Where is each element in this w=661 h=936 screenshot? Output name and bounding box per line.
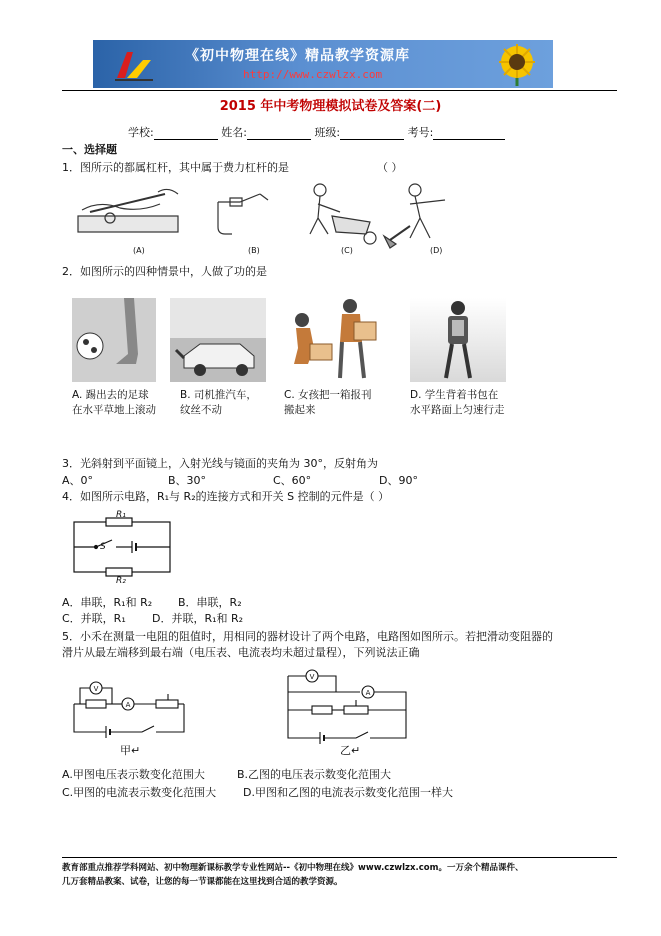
q1-label-c: (C) xyxy=(341,246,353,255)
number-field[interactable] xyxy=(433,127,505,140)
q5-option-d: D.甲图和乙图的电流表示数变化范围一样大 xyxy=(243,786,453,799)
q2-photo-c xyxy=(280,298,384,382)
q2-photo-b xyxy=(170,298,266,382)
q2-photo-d xyxy=(410,298,506,382)
q1-figure-d xyxy=(384,184,445,248)
header-banner xyxy=(93,40,553,88)
q4-r2-label: R₂ xyxy=(116,576,126,586)
q4-option-d: D．并联，R₁和 R₂ xyxy=(152,612,244,625)
q2-caption-d: D. 学生背着书包在 水平路面上匀速行走 xyxy=(410,389,505,416)
q5-yi-voltmeter: V xyxy=(309,673,315,681)
q5-circuit-jia xyxy=(72,682,192,744)
q2-text: 2．如图所示的四种情景中，人做了功的是 xyxy=(62,265,267,278)
q5-circuit-yi xyxy=(284,662,414,748)
q5-option-b: B.乙图的电压表示数变化范围大 xyxy=(237,768,392,781)
q5-line2: 滑片从最左端移到最右端（电压表、电流表均未超过量程），下列说法正确 xyxy=(62,646,420,659)
q4-s-label: S xyxy=(100,542,106,552)
footer-rule xyxy=(62,857,617,858)
q5-label-jia: 甲↵ xyxy=(120,744,141,757)
q4-option-a: A．串联，R₁和 R₂ xyxy=(62,596,153,609)
number-label: 考号: xyxy=(407,126,434,139)
q3-option-b: B、30° xyxy=(168,474,207,487)
q4-r1-label: R₁ xyxy=(116,510,126,520)
q4-option-c: C．并联，R₁ xyxy=(62,612,126,625)
q2-caption-c: C. 女孩把一箱报刊 搬起来 xyxy=(284,389,372,416)
school-label: 学校: xyxy=(128,126,154,139)
school-field[interactable] xyxy=(154,127,218,140)
footer-line1: 教育部重点推荐学科网站、初中物理新课标教学专业性网站--《初中物理在线》www.czwlzx.com。一万余个精品课件、 xyxy=(62,863,524,873)
section-heading: 一、选择题 xyxy=(62,143,117,156)
q3-text: 3．光斜射到平面镜上，入射光线与镜面的夹角为 30°，反射角为 xyxy=(62,457,378,470)
q2-caption-a: A. 踢出去的足球 在水平草地上滚动 xyxy=(72,389,156,416)
banner-title: 《初中物理在线》精品教学资源库 xyxy=(185,48,410,64)
q5-line1: 5．小禾在测量一电阻的阻值时，用相同的器材设计了两个电路，电路图如图所示。若把滑动变阻器的 xyxy=(62,630,553,643)
q1-figure-b xyxy=(218,194,268,234)
document-title: 2015 年中考物理模拟试卷及答案(二) xyxy=(219,99,442,114)
q5-yi-ammeter: A xyxy=(365,689,371,697)
header-rule xyxy=(62,90,617,91)
site-logo xyxy=(113,48,155,82)
q1-label-a: (A) xyxy=(133,246,145,255)
q5-jia-voltmeter: V xyxy=(93,685,99,693)
class-label: 班级: xyxy=(314,126,341,139)
q3-option-a: A、0° xyxy=(62,474,94,487)
q1-figure-c xyxy=(310,184,376,244)
q4-option-b: B．串联，R₂ xyxy=(178,596,242,609)
q5-option-c: C.甲图的电流表示数变化范围大 xyxy=(62,786,217,799)
q4-text: 4．如图所示电路，R₁与 R₂的连接方式和开关 S 控制的元件是（ ） xyxy=(62,490,390,503)
banner-url: http://www.czwlzx.com xyxy=(243,68,383,81)
name-field[interactable] xyxy=(247,127,311,140)
q5-jia-ammeter: A xyxy=(125,701,131,709)
sunflower-image xyxy=(487,42,547,86)
q1-text: 1．图所示的都属杠杆，其中属于费力杠杆的是 xyxy=(62,161,289,174)
info-fields xyxy=(128,126,505,140)
name-label: 姓名: xyxy=(221,126,247,139)
q1-bracket: （ ） xyxy=(377,161,403,174)
q5-option-a: A.甲图电压表示数变化范围大 xyxy=(62,768,205,781)
footer-line2: 几万套精品教案、试卷，让您的每一节课都能在这里找到合适的教学资源。 xyxy=(62,877,343,887)
q2-photo-a xyxy=(72,298,156,382)
class-field[interactable] xyxy=(340,127,404,140)
q5-label-yi: 乙↵ xyxy=(340,744,361,757)
q4-circuit xyxy=(72,512,182,584)
q1-figure-a xyxy=(78,189,178,232)
q1-figures xyxy=(70,182,470,260)
q3-option-d: D、90° xyxy=(379,474,418,487)
q3-option-c: C、60° xyxy=(273,474,312,487)
q1-label-b: (B) xyxy=(248,246,260,255)
q2-caption-b: B. 司机推汽车， 纹丝不动 xyxy=(180,389,257,416)
q1-label-d: (D) xyxy=(430,246,443,255)
